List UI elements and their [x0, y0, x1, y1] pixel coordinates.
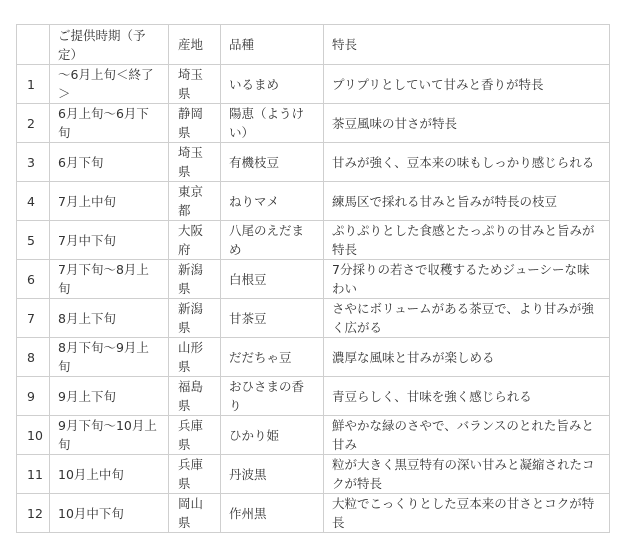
- row-origin: 大阪府: [169, 221, 221, 260]
- row-feature: ぷりぷりとした食感とたっぷりの甘みと旨みが特長: [324, 221, 610, 260]
- row-number: 9: [17, 377, 50, 416]
- row-number: 12: [17, 494, 50, 533]
- table-row: [17, 455, 610, 494]
- header-variety: 品種: [221, 25, 324, 65]
- row-feature: 青豆らしく、甘味を強く感じられる: [324, 377, 610, 416]
- edamame-schedule-table: [16, 24, 610, 533]
- table-row: [17, 260, 610, 299]
- row-origin: 兵庫県: [169, 455, 221, 494]
- row-variety: おひさまの香り: [221, 377, 324, 416]
- row-feature: プリプリとしていて甘みと香りが特長: [324, 65, 610, 104]
- row-variety: 丹波黒: [221, 455, 324, 494]
- row-origin: 岡山県: [169, 494, 221, 533]
- row-variety: 甘茶豆: [221, 299, 324, 338]
- row-number: 8: [17, 338, 50, 377]
- row-number: 6: [17, 260, 50, 299]
- table-row: [17, 494, 610, 533]
- row-period: 6月下旬: [50, 143, 169, 182]
- row-origin: 東京都: [169, 182, 221, 221]
- row-feature: 甘みが強く、豆本来の味もしっかり感じられる: [324, 143, 610, 182]
- row-period: 7月中下旬: [50, 221, 169, 260]
- row-period: 8月下旬～9月上旬: [50, 338, 169, 377]
- table-row: [17, 299, 610, 338]
- row-origin: 兵庫県: [169, 416, 221, 455]
- row-feature: 7分採りの若さで収穫するためジューシーな味わい: [324, 260, 610, 299]
- row-feature: 大粒でこっくりとした豆本来の甘さとコクが特長: [324, 494, 610, 533]
- row-variety: ひかり姫: [221, 416, 324, 455]
- row-feature: 濃厚な風味と甘みが楽しめる: [324, 338, 610, 377]
- header-period: ご提供時期（予定）: [50, 25, 169, 65]
- row-origin: 静岡県: [169, 104, 221, 143]
- row-variety: 白根豆: [221, 260, 324, 299]
- table-row: [17, 338, 610, 377]
- table-row: [17, 221, 610, 260]
- row-period: 8月上下旬: [50, 299, 169, 338]
- row-variety: 有機枝豆: [221, 143, 324, 182]
- row-number: 1: [17, 65, 50, 104]
- table-row: [17, 104, 610, 143]
- row-origin: 新潟県: [169, 299, 221, 338]
- row-variety: 作州黒: [221, 494, 324, 533]
- row-period: 10月上中旬: [50, 455, 169, 494]
- row-origin: 福島県: [169, 377, 221, 416]
- row-number: 7: [17, 299, 50, 338]
- row-variety: 陽恵（ようけい）: [221, 104, 324, 143]
- row-period: 6月上旬～6月下旬: [50, 104, 169, 143]
- row-number: 2: [17, 104, 50, 143]
- row-origin: 新潟県: [169, 260, 221, 299]
- row-number: 10: [17, 416, 50, 455]
- row-feature: 練馬区で採れる甘みと旨みが特長の枝豆: [324, 182, 610, 221]
- row-period: 7月下旬～8月上旬: [50, 260, 169, 299]
- row-number: 5: [17, 221, 50, 260]
- row-origin: 埼玉県: [169, 65, 221, 104]
- row-feature: 鮮やかな緑のさやで、バランスのとれた旨みと甘み: [324, 416, 610, 455]
- table-header-row: [17, 25, 610, 65]
- row-period: 7月上中旬: [50, 182, 169, 221]
- row-number: 11: [17, 455, 50, 494]
- row-period: 9月上下旬: [50, 377, 169, 416]
- row-variety: いるまめ: [221, 65, 324, 104]
- row-feature: 茶豆風味の甘さが特長: [324, 104, 610, 143]
- table-row: [17, 65, 610, 104]
- row-origin: 山形県: [169, 338, 221, 377]
- row-feature: 粒が大きく黒豆特有の深い甘みと凝縮されたコクが特長: [324, 455, 610, 494]
- table-row: [17, 377, 610, 416]
- row-number: 4: [17, 182, 50, 221]
- table-row: [17, 416, 610, 455]
- row-number: 3: [17, 143, 50, 182]
- header-number: [17, 25, 50, 65]
- row-origin: 埼玉県: [169, 143, 221, 182]
- header-feature: 特長: [324, 25, 610, 65]
- table-row: [17, 143, 610, 182]
- header-origin: 産地: [169, 25, 221, 65]
- row-variety: ねりマメ: [221, 182, 324, 221]
- row-variety: 八尾のえだまめ: [221, 221, 324, 260]
- row-period: 10月中下旬: [50, 494, 169, 533]
- row-period: 9月下旬～10月上旬: [50, 416, 169, 455]
- row-period: ～6月上旬＜終了＞: [50, 65, 169, 104]
- table-row: [17, 182, 610, 221]
- row-variety: だだちゃ豆: [221, 338, 324, 377]
- row-feature: さやにボリュームがある茶豆で、より甘みが強く広がる: [324, 299, 610, 338]
